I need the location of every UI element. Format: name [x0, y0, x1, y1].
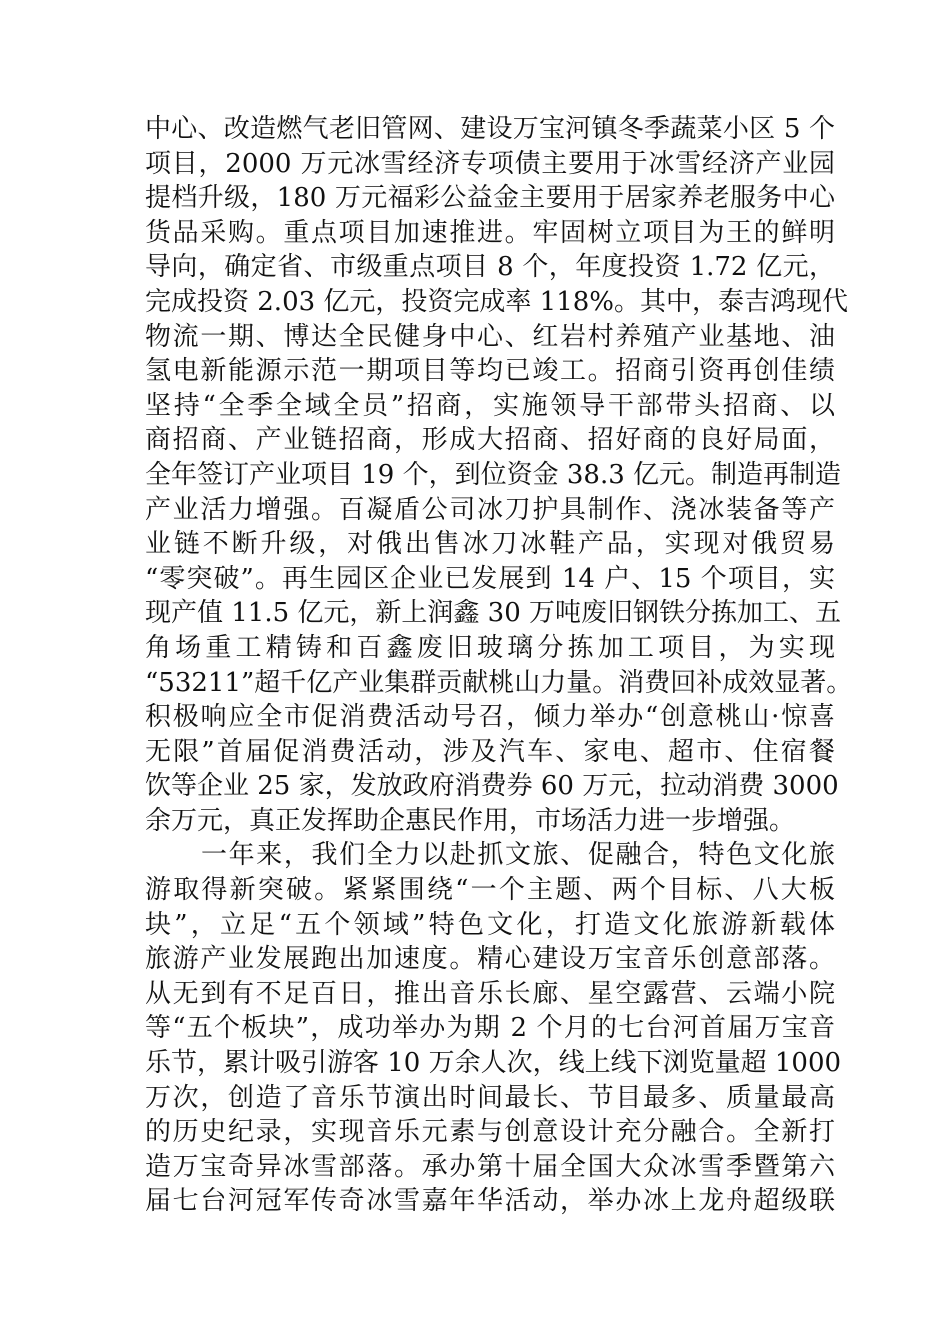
text-line: 项目，2000 万元冰雪经济专项债主要用于冰雪经济产业园 — [145, 148, 835, 179]
text-line: 饮等企业 25 家，发放政府消费券 60 万元，拉动消费 3000 — [145, 771, 839, 802]
text-line: 的历史纪录，实现音乐元素与创意设计充分融合。全新打 — [145, 1117, 835, 1148]
body-text — [145, 112, 853, 1219]
text-line: “53211”超千亿产业集群贡献桃山力量。消费回补成效显著。 — [145, 667, 853, 698]
text-line: 乐节，累计吸引游客 10 万余人次，线上线下浏览量超 1000 — [145, 1048, 842, 1079]
text-line: 提档升级，180 万元福彩公益金主要用于居家养老服务中心 — [145, 183, 835, 214]
text-line: 万次，创造了音乐节演出时间最长、节目最多、质量最高 — [145, 1082, 835, 1113]
text-line: 等“五个板块”，成功举办为期 2 个月的七台河首届万宝音 — [145, 1013, 835, 1044]
text-line: 货品采购。重点项目加速推进。牢固树立项目为王的鲜明 — [145, 217, 835, 248]
text-line: 物流一期、博达全民健身中心、红岩村养殖产业基地、油 — [145, 321, 835, 352]
text-line: 届七台河冠军传奇冰雪嘉年华活动，举办冰上龙舟超级联 — [145, 1186, 835, 1217]
text-line: 造万宝奇异冰雪部落。承办第十届全国大众冰雪季暨第六 — [145, 1151, 835, 1182]
text-line: 完成投资 2.03 亿元，投资完成率 118%。其中，泰吉鸿现代 — [145, 286, 849, 317]
text-line: 块”，立足“五个领域”特色文化，打造文化旅游新载体 — [145, 909, 835, 940]
text-line: 余万元，真正发挥助企惠民作用，市场活力进一步增强。 — [145, 805, 796, 836]
text-line: 游取得新突破。紧紧围绕“一个主题、两个目标、八大板 — [145, 875, 835, 906]
text-line: 无限”首届促消费活动，涉及汽车、家电、超市、住宿餐 — [145, 736, 835, 767]
text-line: 从无到有不足百日，推出音乐长廊、星空露营、云端小院 — [145, 978, 835, 1009]
text-line: 业链不断升级，对俄出售冰刀冰鞋产品，实现对俄贸易 — [145, 529, 835, 560]
text-line: 中心、改造燃气老旧管网、建设万宝河镇冬季蔬菜小区 5 个 — [145, 114, 835, 144]
text-line: 角场重工精铸和百鑫废旧玻璃分拣加工项目，为实现 — [145, 632, 835, 663]
text-line: 旅游产业发展跑出加速度。精心建设万宝音乐创意部落。 — [145, 944, 835, 975]
text-line: 坚持“全季全域全员”招商，实施领导干部带头招商、以 — [145, 390, 835, 421]
text-line: 全年签订产业项目 19 个，到位资金 38.3 亿元。制造再制造 — [145, 459, 842, 490]
text-line: 产业活力增强。百凝盾公司冰刀护具制作、浇冰装备等产 — [145, 494, 835, 525]
text-line: 商招商、产业链招商，形成大招商、招好商的良好局面， — [145, 425, 835, 456]
text-line: 积极响应全市促消费活动号召，倾力举办“创意桃山·惊喜 — [145, 702, 835, 733]
paragraph-first-line: 一年来，我们全力以赴抓文旅、促融合，特色文化旅 — [201, 840, 835, 871]
text-line: “零突破”。再生园区企业已发展到 14 户、15 个项目，实 — [145, 563, 835, 594]
text-line: 导向，确定省、市级重点项目 8 个，年度投资 1.72 亿元， — [145, 252, 835, 283]
text-line: 氢电新能源示范一期项目等均已竣工。招商引资再创佳绩 — [145, 356, 835, 387]
text-line: 现产值 11.5 亿元，新上润鑫 30 万吨废旧钢铁分拣加工、五 — [145, 598, 842, 629]
